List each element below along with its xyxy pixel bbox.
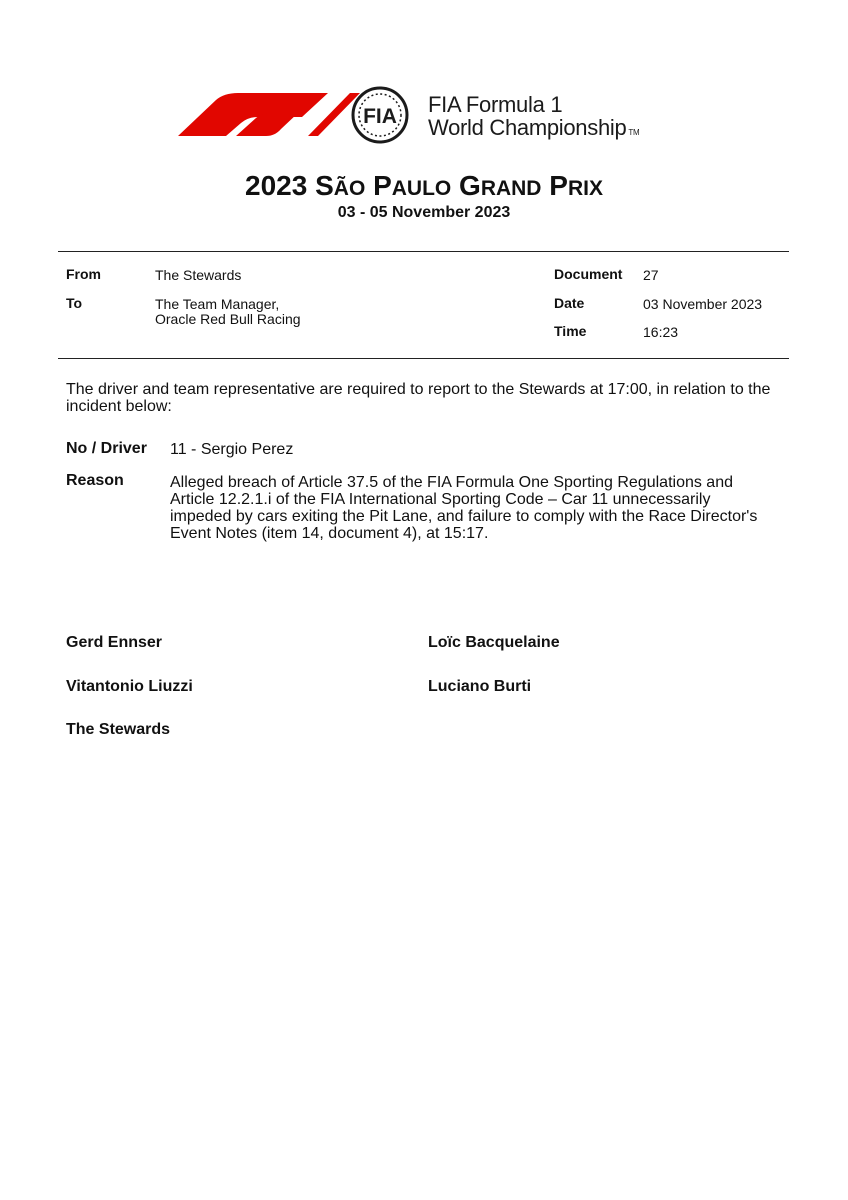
document-value: 27 bbox=[643, 267, 659, 283]
event-dates: 03 - 05 November 2023 bbox=[337, 204, 511, 221]
signatory-left-2: Vitantonio Liuzzi bbox=[66, 678, 193, 695]
reason-line-3: impeded by cars exiting the Pit Lane, and failure to comply with the Race Director's bbox=[170, 508, 758, 525]
from-value: The Stewards bbox=[155, 267, 242, 283]
document-label: Document bbox=[554, 266, 623, 282]
signatory-right-2: Luciano Burti bbox=[428, 678, 532, 695]
reason-label: Reason bbox=[66, 472, 124, 489]
signatory-left-1: Gerd Ennser bbox=[66, 634, 163, 651]
intro-line-2: incident below: bbox=[66, 398, 172, 415]
title-year: 2023 bbox=[245, 170, 308, 201]
title-part: S bbox=[315, 170, 334, 201]
title-part: ÃO bbox=[333, 177, 366, 200]
signatory-right-1: Loïc Bacquelaine bbox=[428, 634, 560, 651]
title-part: P bbox=[373, 170, 392, 201]
brand-text bbox=[428, 94, 639, 145]
brand-line-2 bbox=[428, 116, 639, 145]
to-label: To bbox=[66, 295, 83, 311]
fia-emblem-icon bbox=[348, 86, 418, 144]
time-value: 16:23 bbox=[643, 324, 679, 340]
top-divider bbox=[58, 251, 789, 252]
intro-line-1: The driver and team representative are required to report to the Stewards at 17:00, in relation to the bbox=[66, 381, 771, 398]
time-label: Time bbox=[554, 323, 587, 339]
title-part: RIX bbox=[567, 177, 603, 200]
bottom-divider bbox=[58, 358, 789, 359]
brand-line-1: FIA Formula 1 bbox=[428, 92, 563, 117]
brand-line-2-text: World Championship bbox=[428, 115, 627, 140]
driver-label: No / Driver bbox=[66, 440, 147, 457]
intro-paragraph bbox=[66, 381, 786, 415]
from-label: From bbox=[66, 266, 101, 282]
reason-line-1: Alleged breach of Article 37.5 of the FIA Formula One Sporting Regulations and bbox=[170, 474, 733, 491]
title-part: P bbox=[549, 170, 568, 201]
svg-text:FIA: FIA bbox=[363, 105, 397, 128]
signatory-left-3: The Stewards bbox=[66, 721, 171, 738]
reason-text bbox=[170, 474, 800, 542]
date-value: 03 November 2023 bbox=[643, 296, 763, 312]
reason-line-4: Event Notes (item 14, document 4), at 15:17. bbox=[170, 525, 489, 542]
to-value-line-1: The Team Manager, bbox=[155, 296, 280, 312]
driver-value: 11 - Sergio Perez bbox=[170, 441, 294, 458]
title-part: RAND bbox=[480, 177, 542, 200]
date-label: Date bbox=[554, 295, 585, 311]
title-part: AULO bbox=[391, 177, 452, 200]
reason-line-2: Article 12.2.1.i of the FIA International Sporting Code – Car 11 unnecessarily bbox=[170, 491, 711, 508]
to-value-line-2: Oracle Red Bull Racing bbox=[155, 311, 301, 327]
trademark-mark: TM bbox=[628, 128, 640, 137]
event-title bbox=[0, 170, 848, 202]
title-part: G bbox=[459, 170, 481, 201]
